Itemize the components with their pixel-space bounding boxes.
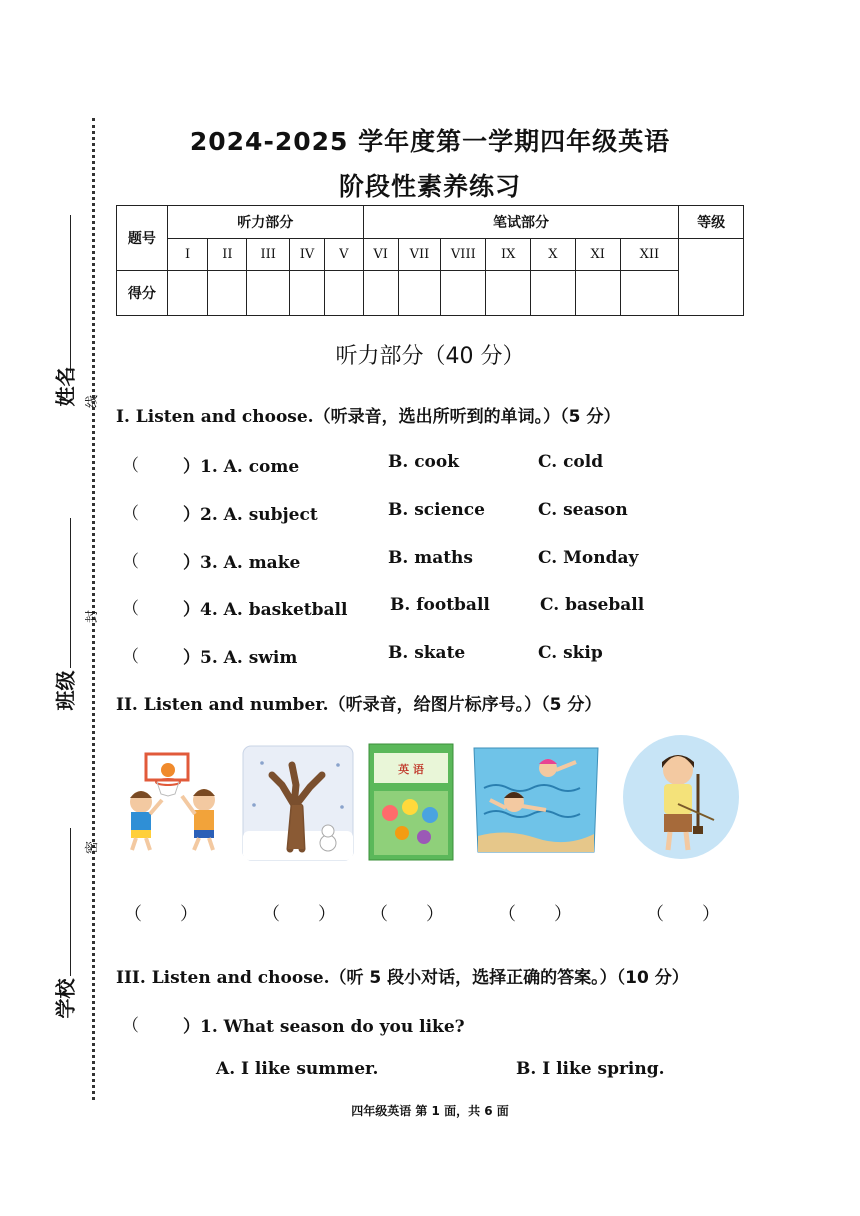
item-option-a: ）2. A. subject — [183, 505, 318, 525]
numeral-cell: IX — [486, 239, 531, 271]
answer-paren-open[interactable]: （ — [122, 504, 139, 524]
numeral-cell: XI — [575, 239, 620, 271]
answer-paren-open[interactable]: （ — [122, 552, 139, 572]
section3-title-en: III. Listen and choose. — [116, 968, 330, 988]
section2-title-cn: （听录音，给图片标序号。）（5 分） — [328, 695, 602, 715]
school-label: 学校 — [53, 978, 78, 1019]
answer-paren-open[interactable]: （ — [122, 456, 139, 476]
cut-mark-line: 线 — [85, 394, 101, 409]
section3-question-1: ）1. What season do you like? — [183, 1017, 465, 1037]
score-cell[interactable] — [208, 271, 247, 316]
item-option-a: ）1. A. come — [183, 457, 300, 477]
numeral-cell: VIII — [441, 239, 486, 271]
item-option-b: B. cook — [388, 452, 460, 472]
picture-answer-slot[interactable]: （ ） — [646, 904, 720, 925]
section2-title-en: II. Listen and number. — [116, 695, 329, 715]
picture-answer-slot[interactable]: （ ） — [498, 904, 572, 925]
picture-answer-slot[interactable]: （ ） — [124, 904, 198, 925]
picture-answer-slot[interactable]: （ ） — [262, 904, 336, 925]
numeral-cell: IV — [290, 239, 325, 271]
item-option-c: C. cold — [538, 452, 604, 472]
numeral-cell: II — [208, 239, 247, 271]
section3-q1-option-a: A. I like summer. — [216, 1059, 379, 1079]
score-cell[interactable] — [620, 271, 679, 316]
picture-answer-slot[interactable]: （ ） — [370, 904, 444, 925]
score-cell[interactable] — [363, 271, 398, 316]
score-cell[interactable] — [398, 271, 441, 316]
item-option-b: B. maths — [388, 548, 473, 568]
score-cell[interactable] — [167, 271, 208, 316]
exam-title: 2024-2025 学年度第一学期四年级英语 — [189, 127, 671, 156]
item-option-b: B. football — [390, 595, 490, 615]
section1-title-cn: （听录音，选出所听到的单词。）（5 分） — [313, 407, 621, 427]
score-cell[interactable] — [575, 271, 620, 316]
section3-q1-option-b: B. I like spring. — [516, 1059, 665, 1079]
class-underline — [70, 518, 71, 668]
book-cover-title: 英 语 — [398, 763, 424, 776]
item-option-c: C. baseball — [540, 595, 645, 615]
swimming-picture — [466, 744, 606, 856]
listening-section-header: 听力部分（40 分） — [335, 344, 525, 369]
english-book-picture — [368, 743, 454, 861]
name-label: 姓名 — [53, 366, 78, 407]
item-option-c: C. skip — [538, 643, 603, 663]
numeral-cell: V — [324, 239, 363, 271]
exam-subtitle: 阶段性素养练习 — [338, 172, 521, 201]
item-option-b: B. skate — [388, 643, 466, 663]
answer-paren-open[interactable]: （ — [122, 599, 139, 619]
listening-group-header: 听力部分 — [167, 206, 363, 239]
item-option-c: C. season — [538, 500, 628, 520]
numeral-cell: X — [531, 239, 576, 271]
cut-mark-seal: 封 — [85, 609, 101, 624]
section1-title-en: I. Listen and choose. — [116, 407, 314, 427]
score-cell[interactable] — [247, 271, 290, 316]
section3-title — [116, 963, 689, 988]
answer-paren-open[interactable]: （ — [122, 1016, 139, 1036]
score-cell[interactable] — [290, 271, 325, 316]
girl-music-picture — [622, 734, 740, 860]
section1-title — [116, 402, 620, 427]
page-footer: 四年级英语 第 1 面，共 6 面 — [351, 1104, 509, 1118]
item-option-a: ）4. A. basketball — [183, 600, 348, 620]
basketball-kids-picture — [116, 752, 228, 854]
numeral-cell: XII — [620, 239, 679, 271]
item-option-a: ）3. A. make — [183, 553, 301, 573]
numeral-cell: III — [247, 239, 290, 271]
question-number-header: 题号 — [117, 206, 168, 271]
numeral-cell: I — [167, 239, 208, 271]
item-option-c: C. Monday — [538, 548, 639, 568]
grade-header: 等级 — [679, 206, 744, 239]
winter-tree-picture — [242, 745, 354, 861]
class-label: 班级 — [53, 670, 78, 711]
score-cell[interactable] — [441, 271, 486, 316]
numeral-cell: VI — [363, 239, 398, 271]
school-underline — [70, 828, 71, 976]
grade-cell[interactable] — [679, 239, 744, 316]
numeral-cell: VII — [398, 239, 441, 271]
item-option-a: ）5. A. swim — [183, 648, 298, 668]
writing-group-header: 笔试部分 — [363, 206, 679, 239]
answer-paren-open[interactable]: （ — [122, 647, 139, 667]
score-cell[interactable] — [324, 271, 363, 316]
section3-title-cn: （听 5 段小对话，选择正确的答案。）（10 分） — [329, 968, 689, 988]
score-cell[interactable] — [486, 271, 531, 316]
section2-title — [116, 690, 601, 715]
cut-mark-secret: 密 — [85, 840, 101, 855]
score-row-header: 得分 — [117, 271, 168, 316]
score-table — [116, 205, 744, 316]
score-cell[interactable] — [531, 271, 576, 316]
item-option-b: B. science — [388, 500, 485, 520]
